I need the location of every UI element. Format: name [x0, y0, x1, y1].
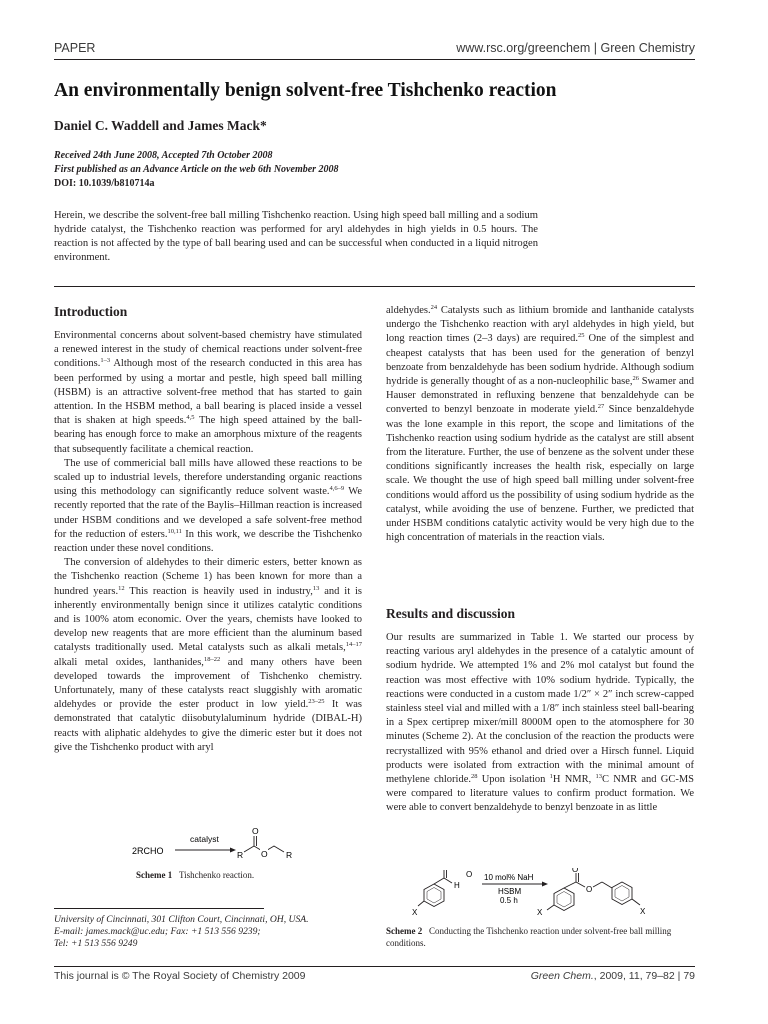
abstract-rule — [54, 286, 695, 287]
section-label: PAPER — [54, 41, 96, 55]
introduction-heading: Introduction — [54, 304, 128, 319]
results-column — [386, 631, 694, 816]
journal-header — [456, 41, 695, 55]
scheme2-ring-3-inner — [615, 886, 629, 902]
doi[interactable]: DOI: 10.1039/b810714a — [54, 178, 155, 189]
scheme2-ring-2-inner — [557, 892, 571, 908]
intro-paragraph-2: The use of commericial ball mills have allowed these reactions to be scaled up to industrial levels, therefore understanding organic reactions using this methodology can significantly reduce solvent waste.$^{4,6-9}$ We recently reported that the rate of the Baylis–Hillman reaction is increased under HSBM conditions and we developed a safe solvent-free method for the reduction of esters.$^{10,11}$ In this work, we describe the Tishchenko reaction under these novel conditions. — [54, 457, 362, 555]
affiliation-email[interactable]: E-mail: james.mack@uc.edu; Fax: +1 513 556 9239; — [54, 925, 261, 937]
journal-url[interactable]: www.rsc.org/greenchem — [456, 41, 591, 55]
scheme-1-caption — [136, 869, 254, 881]
scheme-1-text: Tishchenko reaction. — [179, 870, 255, 880]
scheme-2-diagram — [386, 868, 696, 924]
footer-rule — [54, 966, 695, 967]
received-dates: Received 24th June 2008, Accepted 7th October 2008 — [54, 150, 273, 161]
scheme1-ester-o: O — [261, 849, 268, 859]
scheme-1-label: Scheme 1 — [136, 870, 173, 880]
scheme2-ester-o: O — [586, 885, 593, 894]
affiliation-address: University of Cincinnati, 301 Clifton Court, Cincinnati, OH, USA. — [54, 914, 309, 925]
scheme2-ring-1-inner — [427, 888, 441, 904]
scheme2-arrowhead — [542, 882, 548, 887]
header-rule — [54, 59, 695, 60]
results-heading: Results and discussion — [386, 606, 516, 621]
scheme1-r-right: R — [286, 850, 293, 860]
scheme2-x-right: X — [640, 907, 646, 916]
scheme-2-text: Conducting the Tishchenko reaction under solvent-free ball milling conditions. — [386, 926, 672, 948]
footnote-rule — [54, 908, 264, 909]
scheme1-reactant: 2RCHO — [132, 846, 164, 856]
page-citation — [531, 970, 695, 982]
copyright-line: This journal is © The Royal Society of Chemistry 2009 — [54, 970, 306, 982]
article-title: An environmentally benign solvent-free Tishchenko reaction — [54, 80, 557, 101]
scheme-1-diagram — [120, 828, 320, 864]
affiliation — [54, 914, 374, 949]
right-column — [386, 304, 694, 545]
journal-name: Green Chemistry — [600, 41, 695, 55]
scheme2-aldehyde-o: O — [466, 870, 473, 879]
scheme1-r-left: R — [237, 850, 244, 860]
citation-volume: , 2009, 11, 79–82 — [593, 970, 675, 982]
abstract: Herein, we describe the solvent-free ball milling Tishchenko reaction. Using high speed ball milling and a sodium hydride catalyst, the Tishchenko reaction was performed for aryl aldehydes in high yields in 0.5 hours. The reaction is not affected by the type of ball bearing used and can be successful when conducted in a liquid nitrogen environment. — [54, 210, 538, 264]
scheme2-x-mid: X — [537, 908, 543, 917]
scheme2-aldehyde-h: H — [454, 881, 460, 890]
page-number: 79 — [683, 970, 695, 982]
header-separator: | — [593, 41, 601, 55]
scheme-2-label: Scheme 2 — [386, 926, 423, 936]
scheme1-carbonyl-o: O — [252, 828, 259, 836]
scheme-2-caption — [386, 925, 696, 949]
scheme2-cond-1: 10 mol% NaH — [484, 873, 534, 882]
footer-separator: | — [674, 970, 684, 982]
intro-paragraph-1: Environmental concerns about solvent-based chemistry have stimulated a renewed interest in the study of chemical reactions under solvent-free conditions.$^{1-3}$ Although most of the research conducted in this area has been performed by using a mortar and pestle, high speed ball milling (HSBM) is an attractive solvent-free method that has started to gain attention. In the HSBM method, a ball bearing is placed inside a vessel that is shaken at high speeds.$^{4,5}$ The high speed attained by the ball-bearing has enough force to make an amorphous mixture of the reagents that subsequently facilitate a chemical reaction. — [54, 330, 362, 455]
scheme1-catalyst: catalyst — [190, 834, 219, 844]
scheme2-x-left: X — [412, 908, 418, 917]
scheme2-cond-2: HSBM — [498, 887, 522, 896]
right-paragraph-1: aldehydes.$^{24}$ Catalysts such as lithium bromide and lanthanide catalysts undergo the Tishchenko reaction with aryl aldehydes in high yield, but long reaction times (2–3 days) are required.$^{25}$ One of the simplest and cheapest catalysts that has been used for the generation of benzyl benzoate from benzaldehyde has been sodium hydride. Although sodium hydride is generally thought of as a non-nucleophilic base,$^{26}$ Swamer and Hauser demonstrated in refluxing benzene that benzaldehyde can be converted to benzyl benzoate in moderate yield.$^{27}$ Since benzaldehyde was the lone example in this report, the scope and limitations of the Tishchenko reaction using sodium hydride as the catalyst are still absent from the literature. Further, the use of benzene as the solvent under these conditions significantly increases the health risk, especially on large scale. We thought the use of high speed ball milling under solvent-free conditions would afford us the possibility of using sodium hydride as the catalyst, while avoiding the use of benzene. Further, we predicted that under HSBM conditions catalytic activity would be very high due to the high concentration of materials in the reaction vials. — [386, 304, 694, 544]
citation-journal: Green Chem. — [530, 970, 594, 982]
scheme2-carbonyl-o: O — [572, 868, 579, 874]
results-paragraph-1: Our results are summarized in Table 1. We started our process by reacting various aryl aldehydes in the presence of a catalytic amount of sodium hydride. We attempted 1% and 2% mol catalyst but found the reaction was most effective with 10% sodium hydride. Typically, the reactions were conducted in a custom made 1/2″ × 2″ inch screw-capped stainless steel vial and milled with a 1/8″ inch stainless steel ball-bearing in a Spex certiprep mixer/mill 8000M open to the atomosphere for 30 minutes (Scheme 2). At the conclusion of the reaction the products were recrystallized with 95% ethanol and dried over a Hirsch funnel. Liquid products were isolated from extraction with the minimal amount of methylene chloride.$^{28}$ Upon isolation $^1$H NMR, $^{13}$C NMR and GC-MS were compared to literature values to confirm product formation. We were able to convert benzaldehyde to benzyl benzoate in as little — [386, 632, 694, 814]
left-column — [54, 329, 362, 755]
authors: Daniel C. Waddell and James Mack* — [54, 118, 267, 133]
scheme1-arrowhead — [230, 848, 236, 853]
affiliation-phone: Tel: +1 513 556 9249 — [54, 937, 138, 949]
scheme2-cond-3: 0.5 h — [500, 896, 518, 905]
intro-paragraph-3: The conversion of aldehydes to their dimeric esters, better known as the Tishchenko reaction (Scheme 1) has been known for more than a hundred years.$^{12}$ This reaction is heavily used in industry,$^{13}$ and it is inherently environmentally benign since it utilizes catalytic conditions and is 100% atom economic. Over the years, chemists have looked to develop new reagents that are more efficient than the aluminum based catalysts traditionally used. Metal catalysts such as alkali metals,$^{14-17}$ alkali metal oxides, lanthanides,$^{18-22}$ and many others have been developed towards the improvement of Tishchenko chemistry. Unfortunately, many of these catalysts react sluggishly with aromatic aldehydes or provide the ester product in low yield.$^{23-25}$ It was demonstrated that catalytic diisobutylaluminum hydride (DIBAL-H) reacts with aliphatic aldehydes to give the dimeric ester but it does not give the Tishchenko product with aryl — [54, 557, 363, 753]
publication-date: First published as an Advance Article on the web 6th November 2008 — [54, 164, 339, 175]
